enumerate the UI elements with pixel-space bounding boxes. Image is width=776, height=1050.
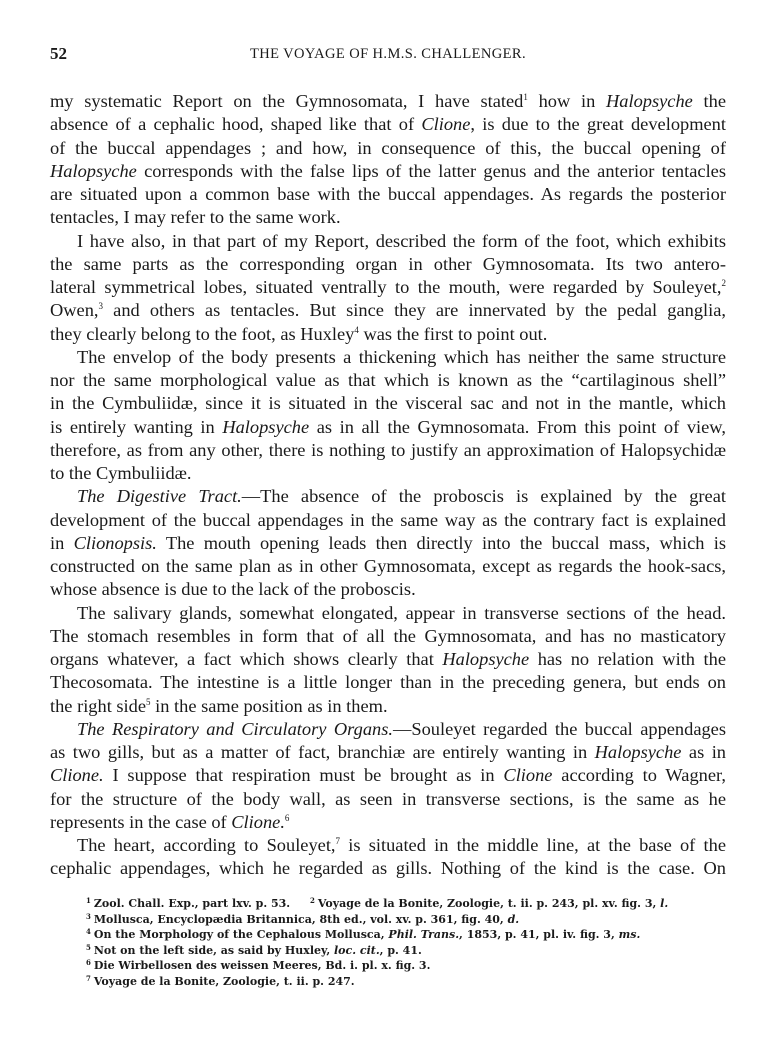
text-run: therefore, as from any other, there is nothing to justify an approximation of Halopsychidæ <box>50 439 726 460</box>
text-line <box>50 323 726 346</box>
italic-text: d. <box>507 912 520 926</box>
text-line <box>50 741 726 764</box>
text-line <box>50 764 726 787</box>
text-line <box>50 90 726 113</box>
text-line <box>50 392 726 415</box>
text-line <box>50 555 726 578</box>
footnote-reference: 4 <box>354 324 359 335</box>
text-run: has no relation with the <box>529 649 726 669</box>
text-run: how in <box>527 91 606 111</box>
page-header <box>50 44 726 68</box>
text-run: of the buccal appendages ; and how, in consequence of this, the buccal opening of <box>50 137 726 158</box>
italic-text: Halopsyche <box>50 160 137 181</box>
footnote <box>86 909 726 925</box>
italic-text: Halopsyche <box>594 742 682 762</box>
text-run: Voyage de la Bonite, Zoologie, t. ii. p. 247. <box>93 974 355 988</box>
text-run: Voyage de la Bonite, Zoologie, t. ii. p. 243, pl. xv. fig. 3, <box>317 897 661 910</box>
italic-text: Clionopsis. <box>73 532 157 553</box>
text-run: The heart, according to Souleyet, <box>77 835 336 855</box>
text-run: development of the buccal appendages in the same way as the contrary fact is explained <box>50 509 726 530</box>
text-line <box>50 578 726 601</box>
footnote <box>86 971 726 987</box>
text-run: the <box>692 91 726 111</box>
footnote <box>86 893 290 909</box>
text-run: I suppose that respiration must be brought as in <box>103 765 504 786</box>
text-line <box>50 462 726 485</box>
text-run: as in all the Gymnosomata. From this point of view, <box>309 416 726 437</box>
footnote-reference: 2 <box>721 278 726 288</box>
text-run: Zool. Chall. Exp., part lxv. p. 53. <box>93 897 291 910</box>
text-run: my systematic Report on the Gymnosomata, I have stated <box>50 91 524 111</box>
text-run: , p. 41. <box>379 943 422 957</box>
text-line <box>50 834 726 857</box>
footnotes <box>86 893 726 987</box>
text-run: in <box>50 532 74 553</box>
text-run: lateral symmetrical lobes, situated ventrally to the mouth, were regarded by Souleyet, <box>50 277 722 297</box>
text-run: the right side <box>50 695 147 716</box>
text-line <box>50 416 726 439</box>
italic-text: Clione. <box>50 765 104 786</box>
footnote-number: 2 <box>310 896 315 905</box>
footnote-number: 6 <box>86 958 91 968</box>
text-run: and others as tentacles. But since they are innervated by the pedal ganglia, <box>103 300 726 321</box>
italic-text: ms. <box>618 928 641 942</box>
text-run: constructed on the same plan as in other Gymnosomata, except as regards the hook-sacs, <box>50 556 726 576</box>
footnote <box>86 924 726 940</box>
italic-text: Halopsyche <box>222 416 310 437</box>
text-line <box>50 183 726 206</box>
footnote-reference: 5 <box>146 696 151 707</box>
footnote-reference: 6 <box>284 812 290 823</box>
italic-text: Phil. Trans. <box>388 928 460 942</box>
text-line <box>50 299 726 322</box>
text-run: I have also, in that part of my Report, described the form of the foot, which exhibits <box>77 230 726 251</box>
footnote-number: 1 <box>86 896 91 905</box>
text-run: cephalic appendages, which he regarded as gills. Nothing of the kind is the case. On <box>50 858 726 879</box>
text-run: is situated in the middle line, at the base of the <box>340 835 726 855</box>
text-run: represents in the case of <box>50 811 232 832</box>
text-line <box>50 857 726 880</box>
text-line <box>50 509 726 532</box>
italic-text: Clione. <box>231 811 285 832</box>
footnote <box>86 955 726 971</box>
italic-text: The Digestive Tract. <box>77 486 242 507</box>
text-line <box>50 230 726 253</box>
footnote-reference: 7 <box>335 836 341 846</box>
text-run: for the structure of the body wall, as seen in transverse sections, is the same as he <box>50 788 726 809</box>
body-text <box>50 90 726 881</box>
text-run: was the first to point out. <box>358 323 548 344</box>
text-line <box>50 439 726 462</box>
text-line <box>50 485 726 508</box>
text-run: The stomach resembles in form that of all the Gymnosomata, and has no masticatory <box>50 625 726 646</box>
text-run: —Souleyet regarded the buccal appendages <box>392 718 726 739</box>
text-run: are situated upon a common base with the buccal appendages. As regards the posterior <box>50 184 726 204</box>
text-line <box>50 602 726 625</box>
text-line <box>50 369 726 392</box>
text-line <box>50 253 726 276</box>
text-run: whose absence is due to the lack of the proboscis. <box>50 579 416 600</box>
text-run: nor the same morphological value as that which is known as the “cartilaginous shell” <box>50 370 726 390</box>
text-run: they clearly belong to the foot, as Huxley <box>50 323 355 344</box>
text-run: organs whatever, a fact which shows clearly that <box>50 649 443 669</box>
italic-text: The Respiratory and Circulatory Organs. <box>77 718 393 739</box>
text-run: , 1853, p. 41, pl. iv. fig. 3, <box>459 928 619 942</box>
text-run: is entirely wanting in <box>50 416 223 437</box>
text-run: as two gills, but as a matter of fact, branchiæ are entirely wanting in <box>50 742 595 762</box>
text-line <box>50 137 726 160</box>
text-line <box>50 648 726 671</box>
text-line <box>50 625 726 648</box>
text-run: to the Cymbuliidæ. <box>50 463 192 483</box>
footnote-number: 3 <box>86 911 91 921</box>
text-run: absence of a cephalic hood, shaped like that of <box>50 114 422 135</box>
text-line <box>50 113 726 136</box>
text-run: The envelop of the body presents a thickening which has neither the same structure <box>77 346 726 367</box>
text-run: according to Wagner, <box>552 765 726 786</box>
text-run: Die Wirbellosen des weissen Meeres, Bd. i. pl. x. fig. 3. <box>93 959 431 973</box>
text-run: Mollusca, Encyclopædia Britannica, 8th ed., vol. xv. p. 361, fig. 40, <box>93 912 508 926</box>
text-line <box>50 276 726 299</box>
text-run: Thecosomata. The intestine is a little longer than in the preceding genera, but ends on <box>50 672 726 693</box>
italic-text: Clione <box>421 114 471 135</box>
footnote-number: 7 <box>86 973 91 983</box>
text-line <box>50 671 726 694</box>
page-number: 52 <box>50 44 67 63</box>
text-run: Owen, <box>50 300 99 321</box>
text-line <box>50 695 726 718</box>
text-run: , is due to the great development <box>470 114 726 135</box>
text-line <box>50 718 726 741</box>
text-line <box>50 206 726 229</box>
italic-text: Halopsyche <box>442 649 530 669</box>
text-line <box>50 811 726 834</box>
footnote-reference: 1 <box>523 92 528 102</box>
footnote-number: 5 <box>86 942 91 952</box>
text-run: the same parts as the corresponding organ in other Gymnosomata. Its two antero- <box>50 253 726 274</box>
text-run: On the Morphology of the Cephalous Mollusca, <box>93 928 389 942</box>
text-line <box>50 788 726 811</box>
footnote-reference: 3 <box>98 301 104 312</box>
running-title: THE VOYAGE OF H.M.S. CHALLENGER. <box>250 46 526 62</box>
italic-text: Halopsyche <box>605 91 693 111</box>
text-run: The mouth opening leads then directly into the buccal mass, which is <box>156 532 727 553</box>
footnote-number: 4 <box>86 927 91 937</box>
text-run: The salivary glands, somewhat elongated, appear in transverse sections of the head. <box>77 602 726 623</box>
text-run: in the same position as in them. <box>150 695 388 716</box>
italic-text: Clione <box>503 765 553 786</box>
footnote <box>86 940 726 956</box>
italic-text: loc. cit. <box>334 943 380 957</box>
footnote-row <box>86 893 726 909</box>
text-line <box>50 160 726 183</box>
text-run: Not on the left side, as said by Huxley, <box>93 943 334 957</box>
text-run: in the Cymbuliidæ, since it is situated in the visceral sac and not in the mantle, which <box>50 393 726 414</box>
text-run: corresponds with the false lips of the latter genus and the anterior tentacles <box>136 160 726 181</box>
italic-text: l. <box>660 897 669 910</box>
text-run: tentacles, I may refer to the same work. <box>50 207 341 228</box>
footnote <box>310 893 668 909</box>
text-run: —The absence of the proboscis is explained by the great <box>241 486 726 507</box>
text-run: as in <box>681 742 726 762</box>
text-line <box>50 532 726 555</box>
text-line <box>50 346 726 369</box>
